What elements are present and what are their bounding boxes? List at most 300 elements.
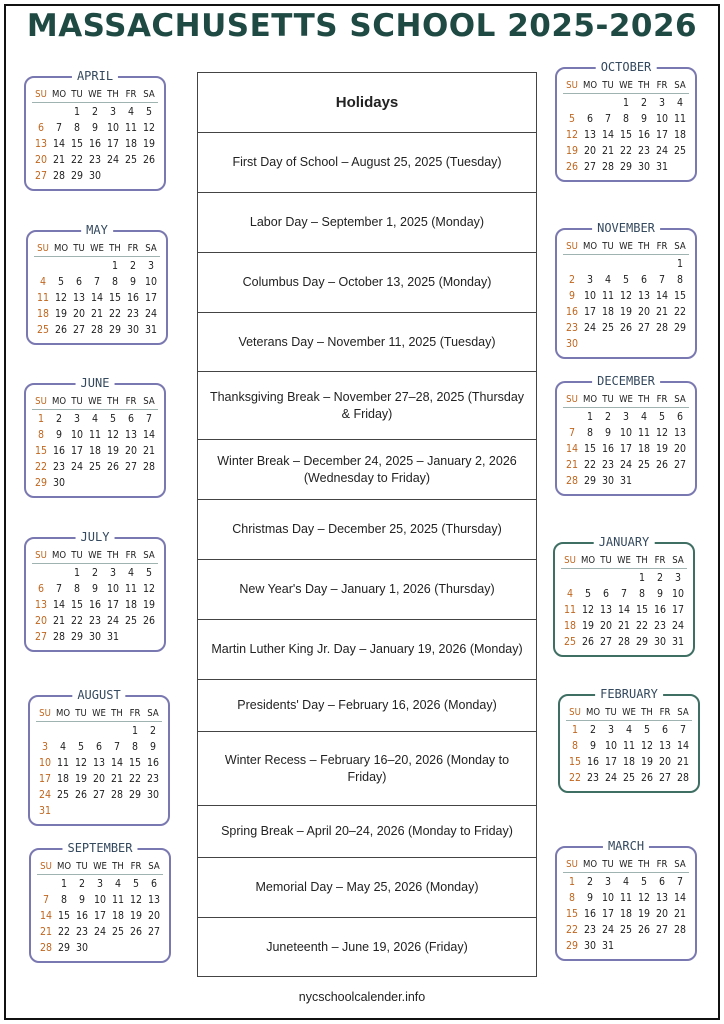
day-cell: 20 — [92, 773, 106, 785]
holiday-row: Christmas Day – December 25, 2025 (Thursday) — [198, 500, 536, 560]
day-cell: 9 — [640, 113, 647, 125]
month-march — [555, 839, 697, 961]
weekday-header: FR — [124, 242, 142, 257]
day-cell: 23 — [126, 308, 140, 320]
weekday-header: TU — [70, 242, 88, 257]
day-cell: 15 — [565, 908, 579, 920]
day-cell: 28 — [655, 322, 669, 334]
day-cell: 14 — [601, 129, 615, 141]
day-cell: 14 — [565, 443, 579, 455]
day-cell: 26 — [640, 772, 654, 784]
day-cell: 21 — [142, 445, 156, 457]
day-cell: 24 — [106, 154, 120, 166]
day-cell: 18 — [563, 620, 577, 632]
weekday-header: SU — [563, 240, 581, 255]
day-cell: 4 — [640, 411, 647, 423]
weekday-header: WE — [617, 240, 635, 255]
weekday-header: WE — [620, 706, 638, 721]
weekday-header: TH — [106, 242, 124, 257]
month-april — [24, 69, 166, 191]
day-cell: 6 — [75, 276, 82, 288]
day-cell: 29 — [57, 942, 71, 954]
weekday-header: MO — [52, 242, 70, 257]
weekday-header: WE — [86, 88, 104, 103]
day-cell: 25 — [637, 459, 651, 471]
day-cell: 10 — [106, 122, 120, 134]
day-cell: 13 — [599, 604, 613, 616]
day-cell: 8 — [676, 274, 683, 286]
empty-cell — [599, 258, 617, 271]
day-cell: 28 — [52, 170, 66, 182]
holiday-row: New Year's Day – January 1, 2026 (Thursday) — [198, 560, 536, 620]
day-cell: 25 — [563, 636, 577, 648]
day-cell: 25 — [601, 322, 615, 334]
weekday-header: SU — [32, 88, 50, 103]
day-cell: 22 — [57, 926, 71, 938]
day-cell: 29 — [565, 940, 579, 952]
weekday-header: SA — [140, 88, 158, 103]
day-cell: 4 — [127, 106, 134, 118]
day-cell: 19 — [106, 445, 120, 457]
day-cell: 25 — [124, 615, 138, 627]
day-cell: 30 — [52, 477, 66, 489]
empty-cell — [52, 260, 70, 273]
day-cell: 27 — [658, 772, 672, 784]
day-cell: 24 — [601, 924, 615, 936]
day-cell: 25 — [111, 926, 125, 938]
day-cell: 8 — [60, 894, 67, 906]
day-cell: 5 — [132, 878, 139, 890]
weekday-header: SA — [144, 707, 162, 722]
day-cell: 23 — [88, 154, 102, 166]
day-cell: 12 — [565, 129, 579, 141]
month-name: APRIL — [72, 69, 118, 83]
day-cell: 22 — [128, 773, 142, 785]
day-cell: 31 — [619, 475, 633, 487]
day-cell: 18 — [619, 908, 633, 920]
day-cell: 8 — [586, 427, 593, 439]
day-cell: 16 — [146, 757, 160, 769]
day-cell: 31 — [671, 636, 685, 648]
day-cell: 16 — [88, 138, 102, 150]
day-cell: 29 — [635, 636, 649, 648]
day-cell: 7 — [145, 413, 152, 425]
day-cell: 20 — [34, 615, 48, 627]
day-cell: 10 — [604, 740, 618, 752]
weekday-header: SU — [563, 79, 581, 94]
day-cell: 6 — [586, 113, 593, 125]
month-december — [555, 374, 697, 496]
day-cell: 23 — [586, 772, 600, 784]
day-cell: 3 — [41, 741, 48, 753]
month-august — [28, 688, 170, 826]
day-cell: 18 — [637, 443, 651, 455]
day-cell: 14 — [52, 599, 66, 611]
day-cell: 18 — [56, 773, 70, 785]
day-cell: 5 — [584, 588, 591, 600]
day-cell: 22 — [619, 145, 633, 157]
day-cell: 1 — [131, 725, 138, 737]
weekday-header: FR — [653, 858, 671, 873]
day-cell: 18 — [88, 445, 102, 457]
empty-cell — [653, 258, 671, 271]
day-cell: 6 — [676, 411, 683, 423]
weekday-header: TH — [633, 554, 651, 569]
day-cell: 21 — [110, 773, 124, 785]
day-cell: 30 — [565, 338, 579, 350]
day-cell: 9 — [55, 429, 62, 441]
month-grid — [563, 858, 689, 953]
day-cell: 20 — [599, 620, 613, 632]
empty-cell — [581, 97, 599, 110]
day-cell: 28 — [601, 161, 615, 173]
day-cell: 13 — [147, 894, 161, 906]
day-cell: 2 — [656, 572, 663, 584]
day-cell: 4 — [127, 567, 134, 579]
day-cell: 12 — [106, 429, 120, 441]
month-grid — [566, 706, 692, 785]
day-cell: 22 — [34, 461, 48, 473]
day-cell: 26 — [565, 161, 579, 173]
day-cell: 1 — [37, 413, 44, 425]
day-cell: 24 — [144, 308, 158, 320]
day-cell: 17 — [671, 604, 685, 616]
weekday-header: SA — [671, 393, 689, 408]
day-cell: 11 — [673, 113, 687, 125]
day-cell: 11 — [563, 604, 577, 616]
day-cell: 1 — [586, 411, 593, 423]
day-cell: 21 — [565, 459, 579, 471]
empty-cell — [563, 258, 581, 271]
weekday-header: TU — [599, 858, 617, 873]
day-cell: 26 — [142, 154, 156, 166]
holiday-row: First Day of School – August 25, 2025 (Tuesday) — [198, 133, 536, 193]
empty-cell — [32, 567, 50, 580]
day-cell: 30 — [601, 475, 615, 487]
day-cell: 25 — [124, 154, 138, 166]
day-cell: 18 — [622, 756, 636, 768]
day-cell: 7 — [620, 588, 627, 600]
day-cell: 28 — [90, 324, 104, 336]
day-cell: 22 — [108, 308, 122, 320]
day-cell: 19 — [565, 145, 579, 157]
day-cell: 17 — [583, 306, 597, 318]
day-cell: 5 — [57, 276, 64, 288]
day-cell: 12 — [74, 757, 88, 769]
day-cell: 5 — [658, 411, 665, 423]
day-cell: 6 — [37, 583, 44, 595]
day-cell: 24 — [38, 789, 52, 801]
holiday-row: Presidents' Day – February 16, 2026 (Monday) — [198, 680, 536, 732]
day-cell: 8 — [571, 740, 578, 752]
month-name: OCTOBER — [596, 60, 657, 74]
day-cell: 17 — [604, 756, 618, 768]
weekday-header: WE — [90, 707, 108, 722]
day-cell: 29 — [34, 477, 48, 489]
day-cell: 20 — [583, 145, 597, 157]
weekday-header: FR — [653, 240, 671, 255]
day-cell: 13 — [637, 290, 651, 302]
day-cell: 19 — [142, 599, 156, 611]
month-june — [24, 376, 166, 498]
weekday-header: MO — [54, 707, 72, 722]
day-cell: 16 — [75, 910, 89, 922]
day-cell: 2 — [568, 274, 575, 286]
day-cell: 5 — [643, 724, 650, 736]
month-grid — [561, 554, 687, 649]
day-cell: 19 — [54, 308, 68, 320]
weekday-header: SU — [34, 242, 52, 257]
day-cell: 26 — [54, 324, 68, 336]
day-cell: 5 — [77, 741, 84, 753]
day-cell: 15 — [57, 910, 71, 922]
day-cell: 21 — [676, 756, 690, 768]
day-cell: 6 — [602, 588, 609, 600]
day-cell: 16 — [653, 604, 667, 616]
day-cell: 31 — [106, 631, 120, 643]
weekday-header: FR — [122, 549, 140, 564]
weekday-header: WE — [617, 858, 635, 873]
day-cell: 13 — [34, 138, 48, 150]
day-cell: 9 — [129, 276, 136, 288]
day-cell: 27 — [655, 924, 669, 936]
empty-cell — [90, 725, 108, 738]
weekday-header: TH — [108, 707, 126, 722]
holidays-header: Holidays — [198, 73, 536, 133]
weekday-header: TH — [635, 393, 653, 408]
day-cell: 8 — [111, 276, 118, 288]
day-cell: 2 — [91, 567, 98, 579]
empty-cell — [617, 258, 635, 271]
weekday-header: TU — [599, 240, 617, 255]
weekday-header: WE — [86, 395, 104, 410]
day-cell: 3 — [109, 567, 116, 579]
day-cell: 29 — [583, 475, 597, 487]
day-cell: 15 — [70, 138, 84, 150]
month-january — [553, 535, 695, 657]
month-grid — [34, 242, 160, 337]
day-cell: 19 — [619, 306, 633, 318]
day-cell: 7 — [55, 122, 62, 134]
day-cell: 1 — [73, 106, 80, 118]
day-cell: 15 — [568, 756, 582, 768]
day-cell: 23 — [75, 926, 89, 938]
day-cell: 26 — [655, 459, 669, 471]
day-cell: 28 — [110, 789, 124, 801]
empty-cell — [563, 411, 581, 424]
day-cell: 19 — [142, 138, 156, 150]
day-cell: 20 — [655, 908, 669, 920]
day-cell: 6 — [150, 878, 157, 890]
day-cell: 27 — [583, 161, 597, 173]
weekday-header: WE — [91, 860, 109, 875]
weekday-header: SU — [561, 554, 579, 569]
day-cell: 8 — [568, 892, 575, 904]
day-cell: 17 — [601, 908, 615, 920]
month-grid — [32, 88, 158, 183]
day-cell: 2 — [586, 876, 593, 888]
weekday-header: SA — [669, 554, 687, 569]
day-cell: 25 — [619, 924, 633, 936]
month-name: JULY — [76, 530, 115, 544]
day-cell: 8 — [622, 113, 629, 125]
weekday-header: SA — [140, 549, 158, 564]
weekday-header: TH — [104, 88, 122, 103]
month-grid — [563, 240, 689, 351]
day-cell: 9 — [91, 583, 98, 595]
day-cell: 20 — [72, 308, 86, 320]
day-cell: 9 — [149, 741, 156, 753]
day-cell: 3 — [604, 876, 611, 888]
day-cell: 25 — [88, 461, 102, 473]
day-cell: 14 — [52, 138, 66, 150]
day-cell: 29 — [673, 322, 687, 334]
day-cell: 1 — [568, 876, 575, 888]
weekday-header: TH — [109, 860, 127, 875]
day-cell: 9 — [586, 892, 593, 904]
day-cell: 29 — [70, 631, 84, 643]
month-name: DECEMBER — [592, 374, 660, 388]
day-cell: 1 — [111, 260, 118, 272]
page-title: MASSACHUSETTS SCHOOL 2025-2026 — [26, 8, 698, 44]
day-cell: 12 — [655, 427, 669, 439]
day-cell: 24 — [604, 772, 618, 784]
day-cell: 15 — [583, 443, 597, 455]
weekday-header: TU — [72, 707, 90, 722]
weekday-header: MO — [584, 706, 602, 721]
weekday-header: WE — [617, 79, 635, 94]
month-name: AUGUST — [72, 688, 125, 702]
day-cell: 10 — [583, 290, 597, 302]
day-cell: 7 — [93, 276, 100, 288]
weekday-header: MO — [581, 240, 599, 255]
day-cell: 13 — [34, 599, 48, 611]
day-cell: 10 — [106, 583, 120, 595]
day-cell: 23 — [637, 145, 651, 157]
day-cell: 10 — [70, 429, 84, 441]
empty-cell — [36, 725, 54, 738]
weekday-header: MO — [50, 88, 68, 103]
day-cell: 11 — [124, 583, 138, 595]
day-cell: 20 — [658, 756, 672, 768]
day-cell: 1 — [73, 567, 80, 579]
day-cell: 1 — [676, 258, 683, 270]
day-cell: 10 — [655, 113, 669, 125]
month-name: MAY — [81, 223, 113, 237]
day-cell: 23 — [565, 322, 579, 334]
day-cell: 18 — [601, 306, 615, 318]
day-cell: 27 — [637, 322, 651, 334]
empty-cell — [70, 260, 88, 273]
day-cell: 2 — [149, 725, 156, 737]
day-cell: 13 — [72, 292, 86, 304]
empty-cell — [635, 258, 653, 271]
day-cell: 25 — [622, 772, 636, 784]
day-cell: 7 — [113, 741, 120, 753]
month-october — [555, 60, 697, 182]
day-cell: 28 — [565, 475, 579, 487]
weekday-header: TU — [68, 88, 86, 103]
day-cell: 3 — [607, 724, 614, 736]
day-cell: 10 — [619, 427, 633, 439]
day-cell: 6 — [658, 876, 665, 888]
weekday-header: SA — [671, 79, 689, 94]
weekday-header: TU — [68, 395, 86, 410]
day-cell: 19 — [640, 756, 654, 768]
day-cell: 29 — [128, 789, 142, 801]
weekday-header: FR — [122, 395, 140, 410]
month-name: JUNE — [76, 376, 115, 390]
day-cell: 3 — [674, 572, 681, 584]
day-cell: 27 — [673, 459, 687, 471]
day-cell: 17 — [106, 599, 120, 611]
day-cell: 14 — [110, 757, 124, 769]
day-cell: 11 — [36, 292, 50, 304]
day-cell: 16 — [52, 445, 66, 457]
weekday-header: FR — [653, 393, 671, 408]
day-cell: 19 — [74, 773, 88, 785]
month-february — [558, 687, 700, 793]
day-cell: 16 — [565, 306, 579, 318]
day-cell: 28 — [52, 631, 66, 643]
weekday-header: TH — [104, 395, 122, 410]
weekday-header: SA — [671, 240, 689, 255]
weekday-header: TU — [597, 554, 615, 569]
weekday-header: WE — [86, 549, 104, 564]
day-cell: 15 — [70, 599, 84, 611]
day-cell: 30 — [75, 942, 89, 954]
day-cell: 6 — [661, 724, 668, 736]
day-cell: 20 — [147, 910, 161, 922]
day-cell: 2 — [640, 97, 647, 109]
day-cell: 16 — [88, 599, 102, 611]
day-cell: 6 — [37, 122, 44, 134]
day-cell: 28 — [142, 461, 156, 473]
empty-cell — [72, 725, 90, 738]
footer-website: nycschoolcalender.info — [298, 990, 426, 1004]
day-cell: 7 — [679, 724, 686, 736]
day-cell: 16 — [586, 756, 600, 768]
day-cell: 26 — [129, 926, 143, 938]
day-cell: 28 — [39, 942, 53, 954]
weekday-header: TU — [599, 79, 617, 94]
day-cell: 24 — [93, 926, 107, 938]
month-grid — [37, 860, 163, 955]
month-name: MARCH — [603, 839, 649, 853]
day-cell: 4 — [625, 724, 632, 736]
day-cell: 5 — [109, 413, 116, 425]
holidays-table — [197, 72, 537, 977]
day-cell: 16 — [126, 292, 140, 304]
day-cell: 19 — [129, 910, 143, 922]
day-cell: 11 — [88, 429, 102, 441]
weekday-header: FR — [653, 79, 671, 94]
day-cell: 15 — [108, 292, 122, 304]
day-cell: 28 — [676, 772, 690, 784]
day-cell: 8 — [131, 741, 138, 753]
day-cell: 15 — [635, 604, 649, 616]
day-cell: 12 — [129, 894, 143, 906]
day-cell: 5 — [622, 274, 629, 286]
day-cell: 22 — [565, 924, 579, 936]
month-grid — [32, 395, 158, 490]
day-cell: 12 — [640, 740, 654, 752]
weekday-header: TH — [635, 240, 653, 255]
weekday-header: SA — [142, 242, 160, 257]
weekday-header: MO — [579, 554, 597, 569]
holiday-row: Winter Recess – February 16–20, 2026 (Monday to Friday) — [198, 732, 536, 806]
weekday-header: SA — [674, 706, 692, 721]
